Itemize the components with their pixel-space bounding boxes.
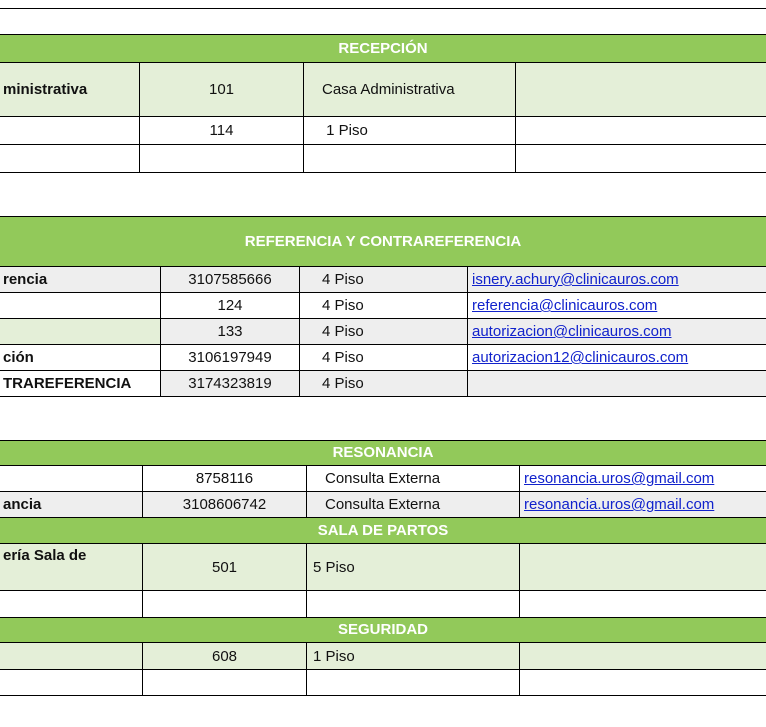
empty-cell	[307, 670, 520, 696]
section-title: SEGURIDAD	[337, 621, 428, 638]
empty-cell	[520, 591, 766, 618]
email-cell	[520, 492, 766, 518]
phone: 8758116	[143, 466, 307, 492]
area-name	[0, 117, 140, 145]
location: 1 Piso	[304, 117, 516, 145]
email-cell	[468, 319, 766, 345]
area-name: ería Sala de	[0, 544, 143, 591]
location: Consulta Externa	[307, 466, 520, 492]
floor: 4 Piso	[300, 293, 468, 319]
section-title: SALA DE PARTOS	[317, 522, 449, 539]
email-link[interactable]: resonancia.uros@gmail.com	[524, 496, 715, 513]
empty-cell	[516, 117, 766, 145]
floor: 4 Piso	[300, 371, 468, 397]
area-name: ancia	[0, 492, 143, 518]
extension: 608	[143, 643, 307, 670]
area-name: ministrativa	[0, 63, 140, 117]
table-row	[0, 466, 766, 492]
email-cell	[468, 293, 766, 319]
area-name: ción	[0, 345, 161, 371]
location: 5 Piso	[307, 544, 520, 591]
recepcion-table	[0, 62, 766, 173]
area-name	[0, 319, 161, 345]
table-row	[0, 643, 766, 670]
section-header-sala-partos	[0, 517, 766, 544]
table-row	[0, 591, 766, 618]
table-row	[0, 345, 766, 371]
table-row	[0, 267, 766, 293]
empty-cell	[0, 591, 143, 618]
phone: 3107585666	[161, 267, 300, 293]
email-cell	[468, 267, 766, 293]
area-name	[0, 643, 143, 670]
email-cell	[468, 345, 766, 371]
phone: 3174323819	[161, 371, 300, 397]
extension: 114	[140, 117, 304, 145]
empty-cell	[0, 670, 143, 696]
empty-cell	[143, 591, 307, 618]
email-cell	[468, 371, 766, 397]
phone: 3108606742	[143, 492, 307, 518]
empty-cell	[307, 591, 520, 618]
section-header-resonancia	[0, 440, 766, 466]
table-row	[0, 319, 766, 345]
section-header-recepcion	[0, 34, 766, 63]
location: 1 Piso	[307, 643, 520, 670]
area-name: rencia	[0, 267, 161, 293]
resonancia-table	[0, 465, 766, 518]
section-header-seguridad	[0, 617, 766, 643]
phone: 124	[161, 293, 300, 319]
email-cell	[520, 466, 766, 492]
area-name	[0, 293, 161, 319]
floor: 4 Piso	[300, 319, 468, 345]
email-link[interactable]: autorizacion@clinicauros.com	[472, 323, 672, 340]
empty-cell	[520, 544, 766, 591]
empty-cell	[516, 63, 766, 117]
empty-cell	[304, 145, 516, 173]
seguridad-table	[0, 642, 766, 696]
table-row	[0, 145, 766, 173]
sala-partos-table	[0, 543, 766, 618]
table-row	[0, 670, 766, 696]
table-row	[0, 544, 766, 591]
referencia-table	[0, 266, 766, 397]
location: Consulta Externa	[307, 492, 520, 518]
email-link[interactable]: isnery.achury@clinicauros.com	[472, 271, 679, 288]
email-link[interactable]: resonancia.uros@gmail.com	[524, 470, 715, 487]
extension: 101	[140, 63, 304, 117]
extension: 501	[143, 544, 307, 591]
section-header-referencia	[0, 216, 766, 267]
table-row	[0, 117, 766, 145]
section-title: RESONANCIA	[332, 444, 434, 461]
section-title: REFERENCIA Y CONTRAREFERENCIA	[244, 233, 522, 250]
email-link[interactable]: autorizacion12@clinicauros.com	[472, 349, 689, 366]
empty-cell	[143, 670, 307, 696]
phone: 133	[161, 319, 300, 345]
empty-cell	[516, 145, 766, 173]
area-name	[0, 466, 143, 492]
phone: 3106197949	[161, 345, 300, 371]
table-row	[0, 293, 766, 319]
area-name: TRAREFERENCIA	[0, 371, 161, 397]
empty-cell	[0, 145, 140, 173]
empty-cell	[520, 670, 766, 696]
empty-cell	[520, 643, 766, 670]
floor: 4 Piso	[300, 267, 468, 293]
empty-cell	[140, 145, 304, 173]
floor: 4 Piso	[300, 345, 468, 371]
table-row	[0, 371, 766, 397]
table-row	[0, 63, 766, 117]
section-title: RECEPCIÓN	[338, 40, 428, 57]
location: Casa Administrativa	[304, 63, 516, 117]
table-row	[0, 492, 766, 518]
top-rule	[0, 8, 766, 9]
email-link[interactable]: referencia@clinicauros.com	[472, 297, 658, 314]
